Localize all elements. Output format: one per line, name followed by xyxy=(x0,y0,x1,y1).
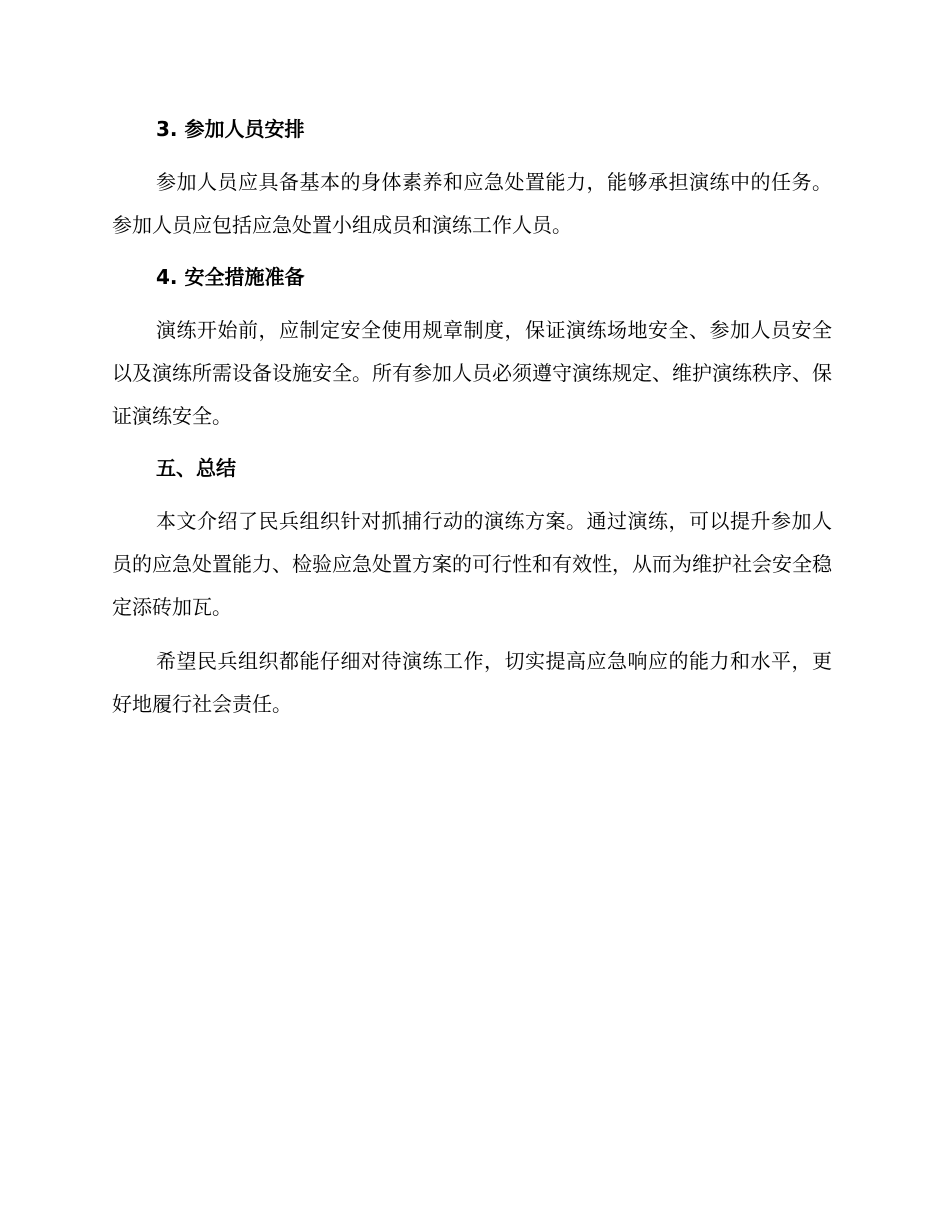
section-heading-safety: 4. 安全措施准备 xyxy=(156,265,305,289)
paragraph-summary-2: 希望民兵组织都能仔细对待演练工作，切实提高应急响应的能力和水平，更好地履行社会责任。 xyxy=(112,649,832,716)
paragraph-safety: 演练开始前，应制定安全使用规章制度，保证演练场地安全、参加人员安全以及演练所需设备设施安全。所有参加人员必须遵守演练规定、维护演练秩序、保证演练安全。 xyxy=(112,318,832,428)
document-body xyxy=(112,110,832,726)
paragraph-summary-1: 本文介绍了民兵组织针对抓捕行动的演练方案。通过演练，可以提升参加人员的应急处置能力、检验应急处置方案的可行性和有效性，从而为维护社会安全稳定添砖加瓦。 xyxy=(112,509,832,619)
section-heading-participants: 3. 参加人员安排 xyxy=(156,117,305,141)
section-heading-summary: 五、总结 xyxy=(156,456,236,480)
paragraph-participants: 参加人员应具备基本的身体素养和应急处置能力，能够承担演练中的任务。参加人员应包括应急处置小组成员和演练工作人员。 xyxy=(112,170,832,237)
